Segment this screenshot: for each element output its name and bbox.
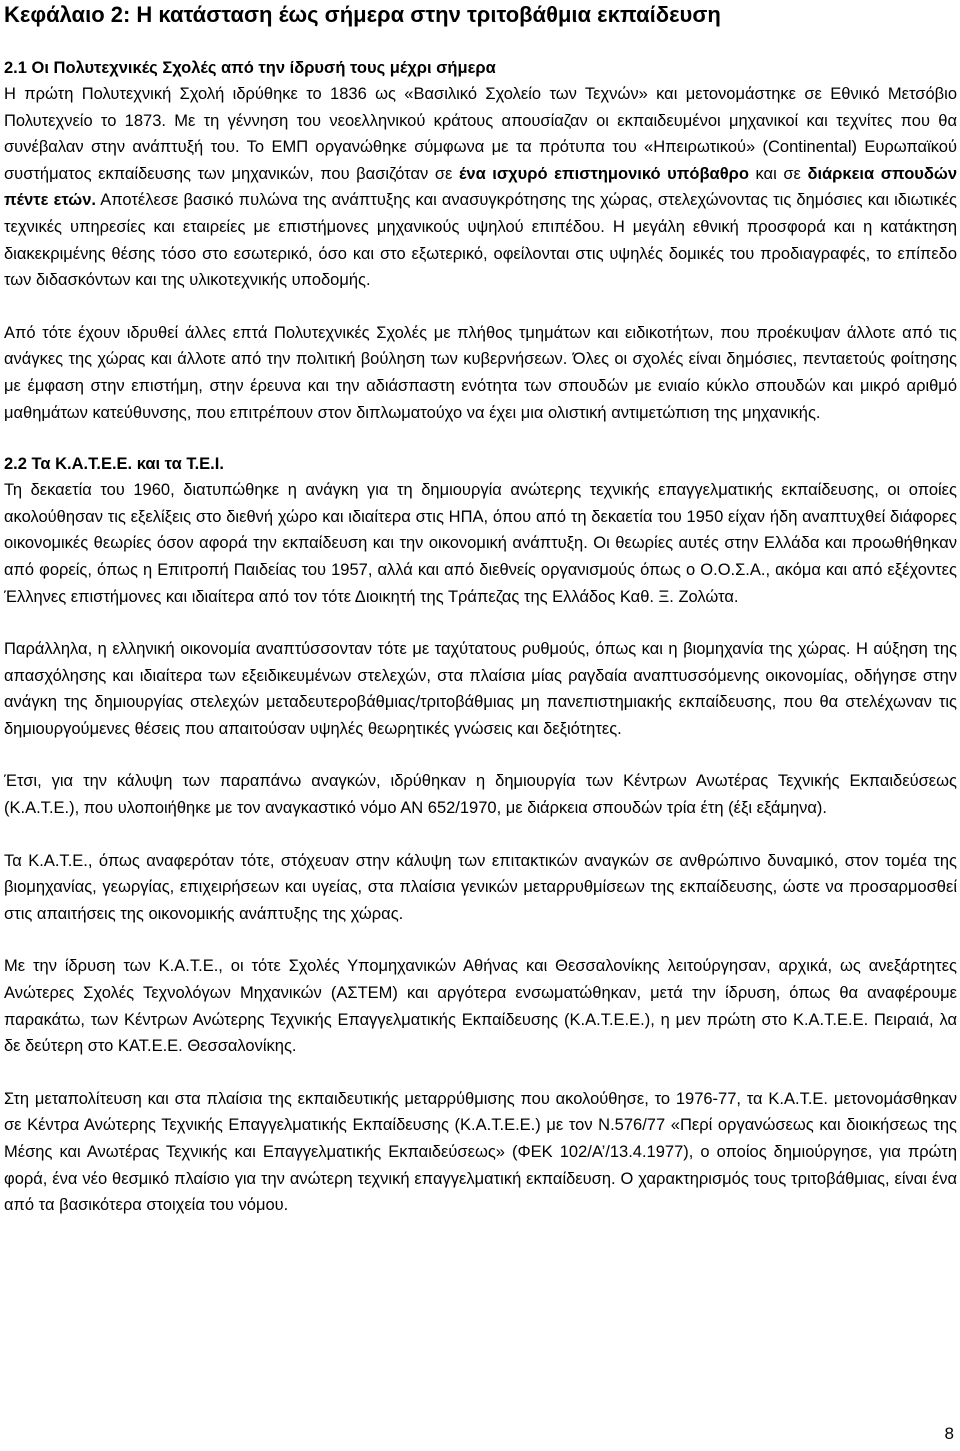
paragraph-astem: Με την ίδρυση των Κ.Α.Τ.Ε., οι τότε Σχολές Υπομηχανικών Αθήνας και Θεσσαλονίκης λειτούργησαν, αρχικά, ως ανεξάρτητες Ανώτερες Σχολές Τεχνολόγων Μηχανικών (ΑΣΤΕΜ) και αργότερα ενσωματώθηκαν, μετά την ίδρυση, όπως θα αναφέρουμε παρακάτω, των Κέντρων Ανώτερης Τεχνικής Επαγγελματικής Εκπαίδευσης (Κ.Α.Τ.Ε.Ε.), η μεν πρώτη στο Κ.Α.Τ.Ε.Ε. Πειραιά, λα δε δεύτερη στο ΚΑΤ.Ε.Ε. Θεσσαλονίκης. — [4, 957, 957, 1056]
paragraph-kate-goals: Τα Κ.Α.Τ.Ε., όπως αναφερόταν τότε, στόχευαν στην κάλυψη των επιτακτικών αναγκών σε ανθρώπινο δυναμικό, στον τομέα της βιομηχανίας, γεωργίας, επιχειρήσεων και υγείας, στα πλαίσια γενικών μεταρρυθμίσεων της εκπαίδευσης, ώστε να προσαρμοσθεί στις απαιτήσεις της οικονομικής ανάπτυξης της χώρας. — [4, 851, 957, 923]
text-run: Η πρώτη Πολυτεχνική Σχολή ιδρύθηκε το 1836 ως «Βασιλικό Σχολείο των Τεχνών» και μετονομάστηκε σε Εθνικό Μετσόβιο Πολυτεχνείο το 1873. Με τη γέννηση του νεοελληνικού κράτους απουσίαζαν οι εκπαιδευμένοι μηχανικοί και τεχνίτες που θα συνέβαλαν στην ανάπτυξή του. Το ΕΜΠ οργανώθηκε σύμφωνα με τα πρότυπα του «Ηπειρωτικού» (Continental) Ευρωπαϊκού συστήματος εκπαίδευσης των μηχανικών, που βασιζόταν σε — [4, 85, 957, 183]
section-heading-2-1: 2.1 Οι Πολυτεχνικές Σχολές από την ίδρυσή τους μέχρι σήμερα — [4, 59, 496, 77]
paragraph-other-schools: Από τότε έχουν ιδρυθεί άλλες επτά Πολυτεχνικές Σχολές με πλήθος τμημάτων και ειδικοτήτων, που προέκυψαν άλλοτε από τις ανάγκες της χώρας και άλλοτε από την πολιτική βούληση των κυβερνήσεων. Όλες οι σχολές είναι δημόσιες, πενταετούς φοίτησης με έμφαση στην επιστήμη, στην έρευνα και την αδιάσπαστη ενότητα των σπουδών με ενιαίο κύκλο σπουδών και μικρό αριθμό μαθημάτων κατεύθυνσης, που επιτρέπουν στον διπλωματούχο να έχει μια ολιστική αντιμετώπιση της μηχανικής. — [4, 323, 957, 422]
paragraph-katee-renaming: Στη μεταπολίτευση και στα πλαίσια της εκπαιδευτικής μεταρρύθμισης που ακολούθησε, το 1976-77, τα Κ.Α.Τ.Ε. μετονομάσθηκαν σε Κέντρα Ανώτερης Τεχνικής Επαγγελματικής Εκπαίδευσης (Κ.Α.Τ.Ε.Ε.) με τον Ν.576/77 «Περί οργανώσεως και διοικήσεως της Μέσης και Ανωτέρας Τεχνικής και Επαγγελματικής Εκπαιδεύσεως» (ΦΕΚ 102/Α’/13.4.1977), ο οποίος δημιούργησε, για πρώτη φορά, ένα νέο θεσμικό πλαίσιο για την ανώτερη τεχνική επαγγελματική εκπαίδευση. Ο χαρακτηρισμός τους τριτοβάθμιας, είναι ένα από τα βασικότερα στοιχεία του νόμου. — [4, 1089, 957, 1215]
paragraph-1960s: Τη δεκαετία του 1960, διατυπώθηκε η ανάγκη για τη δημιουργία ανώτερης τεχνικής επαγγελματικής εκπαίδευσης, οι οποίες ακολούθησαν τις εξελίξεις στο διεθνή χώρο και ιδιαίτερα στις ΗΠΑ, όπου από τη δεκαετία του 1950 είχαν ήδη αναπτυχθεί διάφορες οικονομικές θεωρίες όσον αφορά την εκπαίδευση και την οικονομική ανάπτυξη. Οι θεωρίες αυτές στην Ελλάδα και προωθήθηκαν από φορείς, όπως η Επιτροπή Παιδείας του 1957, αλλά και από διεθνείς οργανισμούς όπως ο Ο.Ο.Σ.Α., ακόμα και από εξέχοντες Έλληνες επιστήμονες και ιδιαίτερα από τον τότε Διοικητή της Τράπεζας της Ελλάδος Καθ. Ξ. Ζολώτα. — [4, 481, 957, 606]
paragraph-kate-founding: Έτσι, για την κάλυψη των παραπάνω αναγκών, ιδρύθηκαν η δημιουργία των Κέντρων Ανωτέρας Τεχνικής Εκπαιδεύσεως (Κ.Α.Τ.Ε.), που υλοποιήθηκε με τον αναγκαστικό νόμο ΑΝ 652/1970, με διάρκεια σπουδών τρία έτη (έξι εξάμηνα). — [4, 772, 957, 818]
document-body — [4, 56, 957, 1219]
paragraph-economy: Παράλληλα, η ελληνική οικονομία αναπτύσσονταν τότε με ταχύτατους ρυθμούς, όπως και η βιομηχανία της χώρας. Η αύξηση της απασχόλησης και ιδιαίτερα των εξειδικευμένων στελεχών, στα πλαίσια μίας ραγδαία αναπτυσσόμενης οικονομίας, οδήγησε στην ανάγκη της δημιουργίας στελεχών μεταδευτεροβάθμιας/τριτοβάθμιας μη πανεπιστημιακής εκπαίδευσης, που θα στελέχωναν τις δημιουργούμενες θέσεις που απαιτούσαν υψηλές θεωρητικές γνώσεις και δεξιότητες. — [4, 640, 957, 738]
text-run: και σε — [748, 164, 808, 183]
paragraph-emp-history — [4, 81, 957, 294]
emphasis-scientific-background: ένα ισχυρό επιστημονικό υπόβαθρο — [458, 164, 749, 183]
text-run: Αποτέλεσε βασικό πυλώνα της ανάπτυξης και ανασυγκρότησης της χώρας, στελεχώνοντας τις δημόσιες και ιδιωτικές τεχνικές υπηρεσίες και εταιρείες με επιστήμονες μηχανικούς υψηλού επιπέδου. Η μεγάλη εθνική προσφορά και η κατάκτηση διακεκριμένης θέσης τόσο στο εσωτερικό, όσο και στο εξωτερικό, οφείλονται στις υψηλές δομικές του προδιαγραφές, το επίπεδο των διδασκόντων και της υλικοτεχνικής υποδομής. — [4, 191, 958, 290]
page-number: 8 — [944, 1424, 954, 1443]
section-heading-2-2: 2.2 Τα Κ.Α.Τ.Ε.Ε. και τα Τ.Ε.Ι. — [4, 455, 224, 474]
chapter-title: Κεφάλαιο 2: Η κατάσταση έως σήμερα στην τριτοβάθμια εκπαίδευση — [4, 2, 721, 27]
emphasis-study-duration: διάρκεια σπουδών πέντε ετών. — [4, 164, 957, 210]
